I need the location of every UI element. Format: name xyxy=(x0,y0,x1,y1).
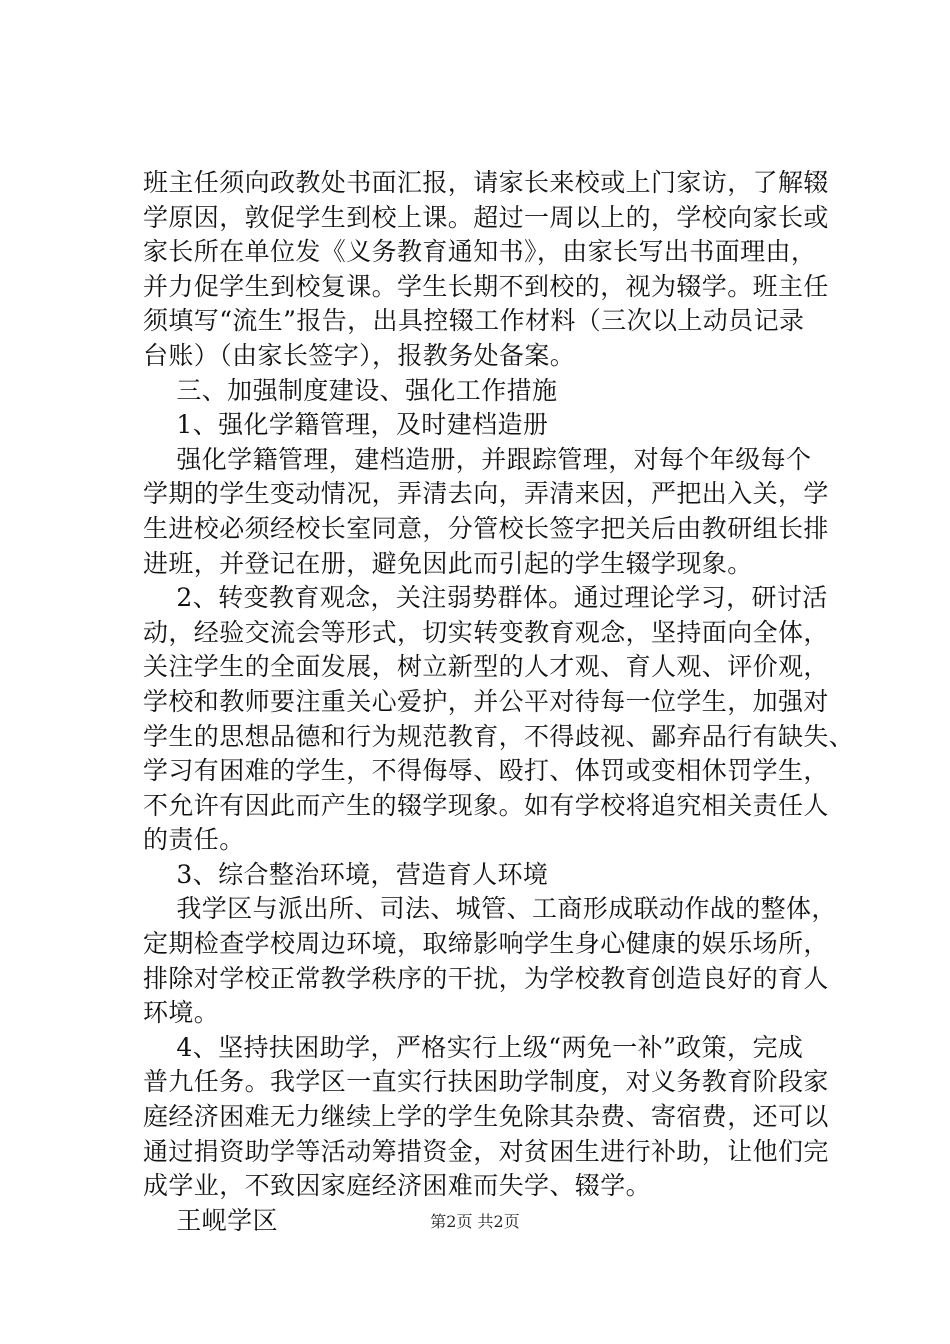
text-line: 学原因，敦促学生到校上课。超过一周以上的，学校向家长或 xyxy=(143,202,829,232)
text-line: 并力促学生到校复课。学生长期不到校的，视为辍学。班主任 xyxy=(143,271,829,301)
page-number-footer: 第2页 共2页 xyxy=(430,1212,520,1231)
text-line: 学校和教师要注重关心爱护，并公平对待每一位学生，加强对 xyxy=(143,686,829,716)
text-line: 家长所在单位发《义务教育通知书》，由家长写出书面理由， xyxy=(143,237,817,267)
text-line: 4、坚持扶困助学，严格实行上级“两免一补”政策，完成 xyxy=(143,1032,804,1062)
document-body xyxy=(143,166,855,1238)
text-line: 进班，并登记在册，避免因此而引起的学生辍学现象。 xyxy=(143,548,753,578)
text-line: 学期的学生变动情况，弄清去向，弄清来因，严把出入关，学 xyxy=(143,479,829,509)
signature-line: 王岘学区 xyxy=(143,1205,278,1235)
text-line: 班主任须向政教处书面汇报，请家长来校或上门家访，了解辍 xyxy=(143,168,829,197)
subsection-heading: 1、强化学籍管理，及时建档造册 xyxy=(143,410,549,440)
text-line: 成学业，不致因家庭经济困难而失学、辍学。 xyxy=(143,1171,652,1201)
text-line: 定期检查学校周边环境，取缔影响学生身心健康的娱乐场所， xyxy=(143,929,829,959)
text-line: 动，经验交流会等形式，切实转变教育观念，坚持面向全体， xyxy=(143,617,829,647)
section-heading: 三、加强制度建设、强化工作措施 xyxy=(143,375,558,405)
text-line: 须填写“流生”报告，出具控辍工作材料（三次以上动员记录 xyxy=(143,306,805,336)
text-line: 环境。 xyxy=(143,998,220,1028)
text-line: 关注学生的全面发展，树立新型的人才观、育人观、评价观， xyxy=(143,652,829,682)
text-line: 不允许有因此而产生的辍学现象。如有学校将追究相关责任人 xyxy=(143,790,829,820)
text-line: 庭经济困难无力继续上学的学生免除其杂费、寄宿费，还可以 xyxy=(143,1102,829,1132)
subsection-heading: 3、综合整治环境，营造育人环境 xyxy=(143,859,549,889)
text-line: 排除对学校正常教学秩序的干扰，为学校教育创造良好的育人 xyxy=(143,963,829,993)
text-line: 通过捐资助学等活动筹措资金，对贫困生进行补助，让他们完 xyxy=(143,1136,829,1166)
text-line: 2、转变教育观念，关注弱势群体。通过理论学习，研讨活 xyxy=(143,583,828,613)
text-line: 台账）（由家长签字），报教务处备案。 xyxy=(143,340,576,370)
text-line: 生进校必须经校长室同意，分管校长签字把关后由教研组长排 xyxy=(143,513,829,543)
text-line: 的责任。 xyxy=(143,825,245,855)
text-line: 我学区与派出所、司法、城管、工商形成联动作战的整体， xyxy=(143,894,837,924)
text-line: 学习有困难的学生，不得侮辱、殴打、体罚或变相休罚学生， xyxy=(143,756,829,786)
text-line: 强化学籍管理，建档造册，并跟踪管理，对每个年级每个 xyxy=(143,444,812,474)
text-line: 普九任务。我学区一直实行扶困助学制度，对义务教育阶段家 xyxy=(143,1067,829,1097)
text-line: 学生的思想品德和行为规范教育，不得歧视、鄙弃品行有缺失、 xyxy=(143,721,855,751)
